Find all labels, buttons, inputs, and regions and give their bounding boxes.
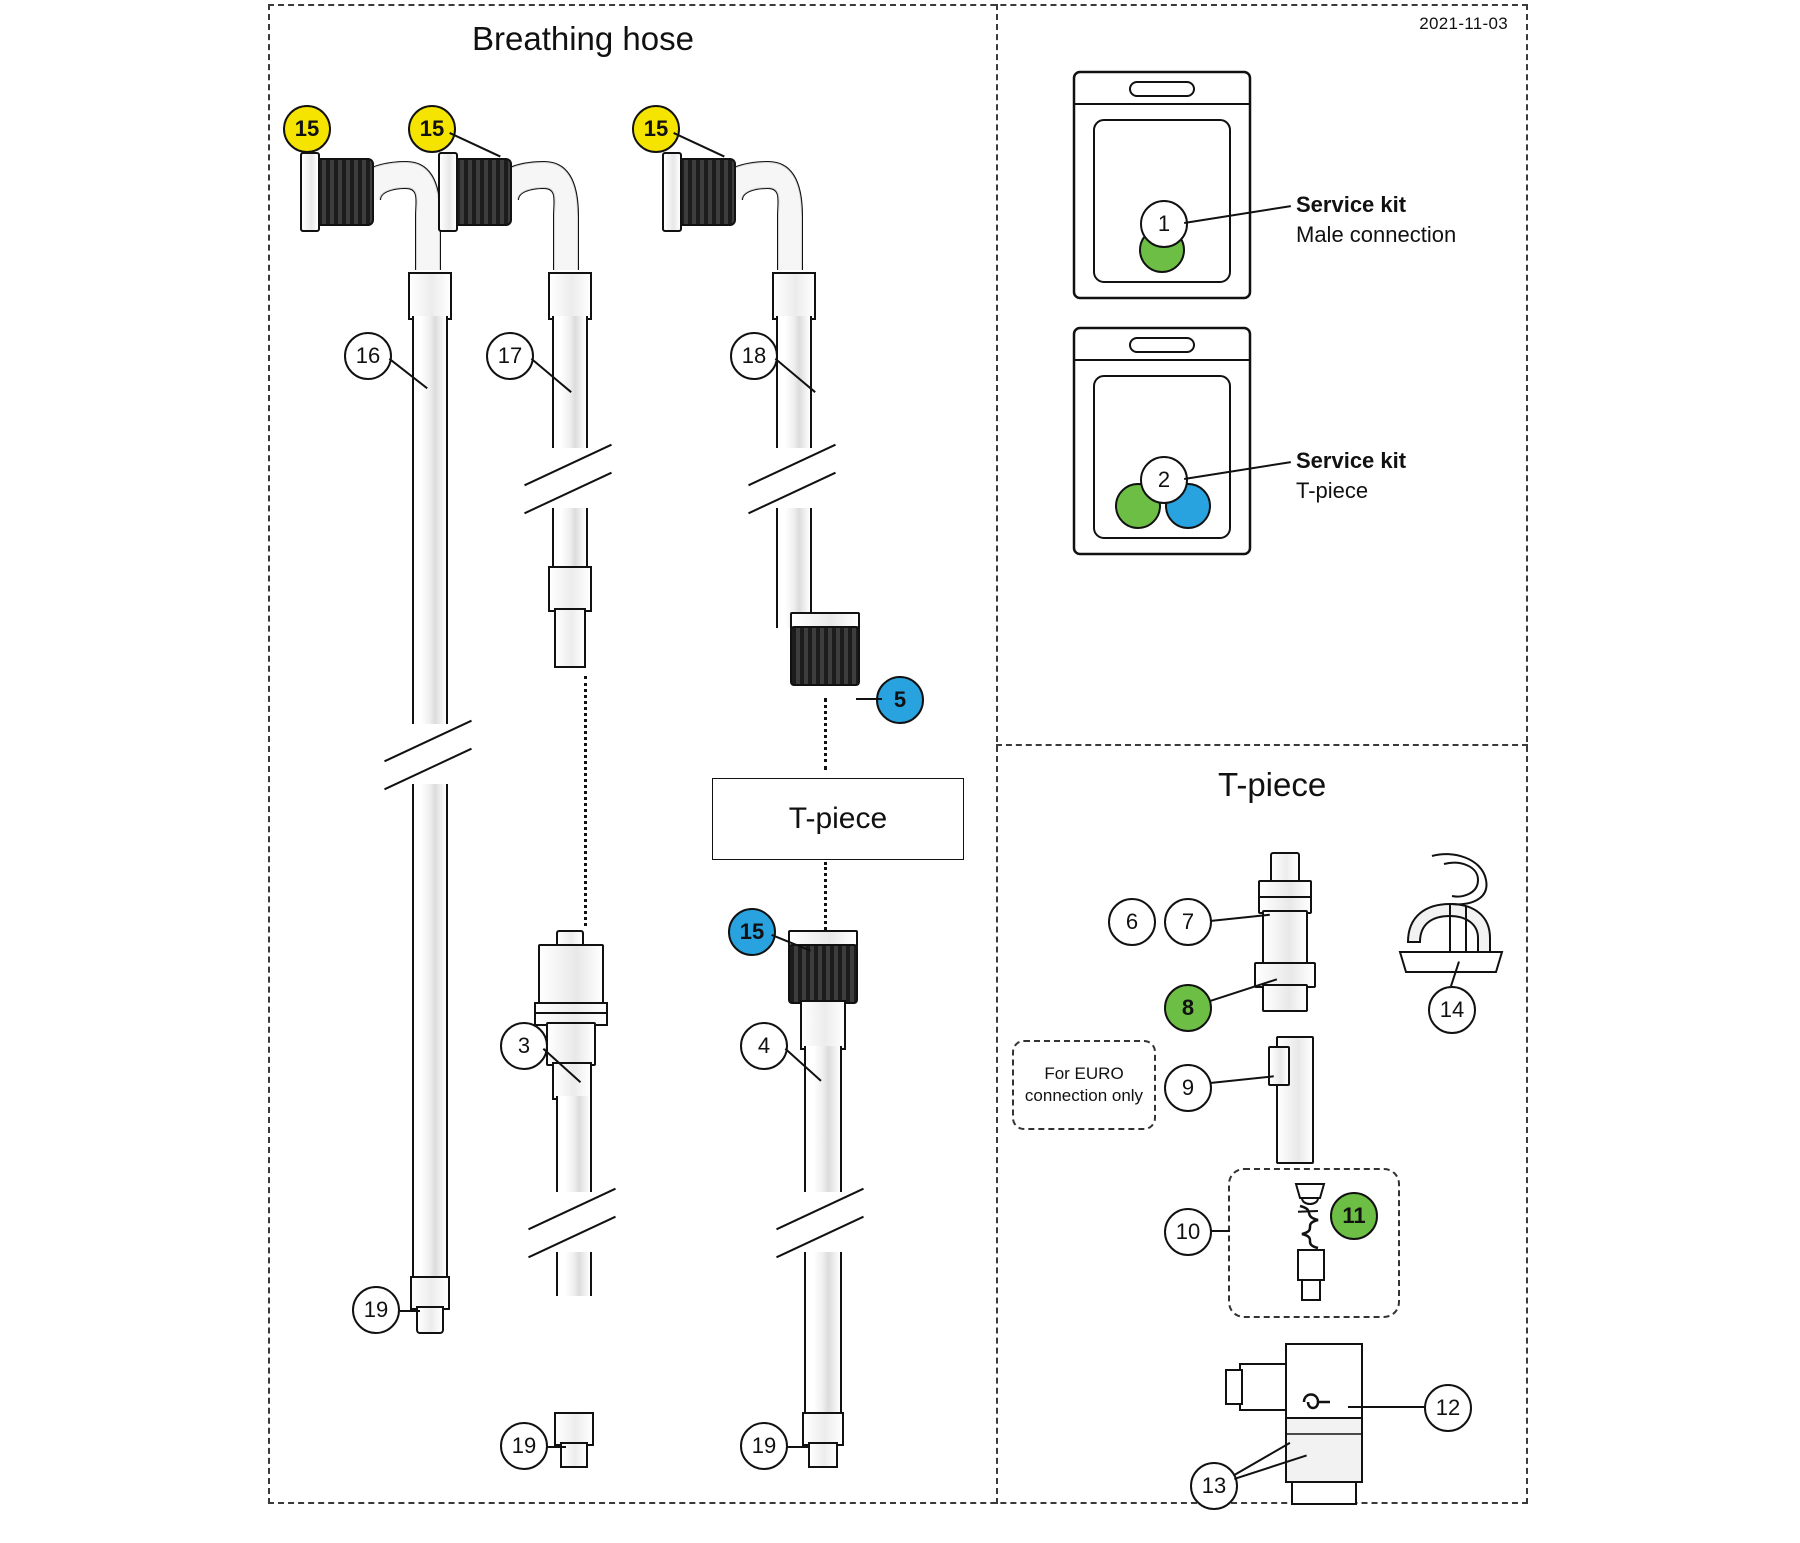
- hose4-break: [788, 1192, 854, 1252]
- callout-1[interactable]: 1: [1140, 200, 1188, 248]
- insert-9-tab: [1268, 1046, 1290, 1086]
- hose-ferrule-17-mid: [548, 566, 592, 612]
- cap-nut-5: [790, 626, 860, 686]
- callout-6[interactable]: 6: [1108, 898, 1156, 946]
- hose-end-tip-16: [416, 1306, 444, 1334]
- hose-ferrule-17: [548, 272, 592, 320]
- service-kit-2-subtitle: T-piece: [1296, 478, 1369, 503]
- leader-19a: [400, 1310, 420, 1312]
- hose-nut-collar-16: [300, 152, 320, 232]
- euro-connection-note: For EURO connection only: [1012, 1040, 1156, 1130]
- hose-break-18: [760, 448, 824, 508]
- callout-5[interactable]: 5: [876, 676, 924, 724]
- hose-break-17: [536, 448, 600, 508]
- service-kit-1-label: [1296, 190, 1456, 250]
- callout-7[interactable]: 7: [1164, 898, 1212, 946]
- tpiece-clip-14: [1386, 846, 1516, 986]
- leader-19b: [546, 1446, 566, 1448]
- callout-12[interactable]: 12: [1424, 1384, 1472, 1432]
- hose4-ferrule: [800, 1000, 846, 1050]
- coupler-end-ferrule-3: [554, 1412, 594, 1446]
- leader-12: [1348, 1406, 1426, 1408]
- service-kit-1-bag: [1072, 70, 1252, 305]
- callout-15-hose4[interactable]: 15: [728, 908, 776, 956]
- callout-15-hose17[interactable]: 15: [408, 105, 456, 153]
- callout-18[interactable]: 18: [730, 332, 778, 380]
- service-kit-2-title: Service kit: [1296, 448, 1407, 473]
- horizontal-divider: [996, 744, 1528, 746]
- hose-nut-collar-18: [662, 152, 682, 232]
- hose4-end-tip: [808, 1442, 838, 1468]
- coupler-body-3: [538, 944, 604, 1006]
- vertical-divider: [996, 4, 998, 1504]
- callout-19-c[interactable]: 19: [740, 1422, 788, 1470]
- nipple-base: [1262, 984, 1308, 1012]
- hose4-end-ferrule: [802, 1412, 844, 1446]
- service-kit-1-subtitle: Male connection: [1296, 222, 1457, 247]
- callout-2[interactable]: 2: [1140, 456, 1188, 504]
- callout-17[interactable]: 17: [486, 332, 534, 380]
- leader-10: [1210, 1230, 1230, 1232]
- date-label: 2021-11-03: [1419, 14, 1508, 33]
- dotted-connector-17-3: [584, 676, 587, 926]
- callout-13[interactable]: 13: [1190, 1462, 1238, 1510]
- callout-4[interactable]: 4: [740, 1022, 788, 1070]
- callout-8[interactable]: 8: [1164, 984, 1212, 1032]
- hose-end-ferrule-16: [410, 1276, 450, 1310]
- nipple-body: [1262, 910, 1308, 966]
- dotted-connector-18-tbox: [824, 698, 827, 770]
- hose-tube-17-upper: [552, 316, 588, 566]
- service-kit-1-title: Service kit: [1296, 192, 1407, 217]
- callout-10[interactable]: 10: [1164, 1208, 1212, 1256]
- callout-19-b[interactable]: 19: [500, 1422, 548, 1470]
- hose-stem-17: [554, 608, 586, 668]
- hose4-nut-15: [788, 944, 858, 1004]
- t-piece-label-box: T-piece: [712, 778, 964, 860]
- callout-3[interactable]: 3: [500, 1022, 548, 1070]
- leader-19c: [786, 1446, 808, 1448]
- callout-11[interactable]: 11: [1330, 1192, 1378, 1240]
- coupler-ferrule-3: [552, 1062, 592, 1100]
- callout-19-a[interactable]: 19: [352, 1286, 400, 1334]
- callout-14[interactable]: 14: [1428, 986, 1476, 1034]
- callout-9[interactable]: 9: [1164, 1064, 1212, 1112]
- coupler-break-3: [540, 1192, 604, 1252]
- section-title-breathing-hose: Breathing hose: [472, 20, 694, 57]
- hose-break-16: [396, 724, 460, 784]
- callout-15-hose18[interactable]: 15: [632, 105, 680, 153]
- hose-tube-16: [412, 316, 448, 1276]
- leader-5: [856, 698, 882, 700]
- tpiece-body-12-13: [1216, 1330, 1406, 1520]
- section-title-t-piece: T-piece: [1218, 766, 1327, 803]
- callout-16[interactable]: 16: [344, 332, 392, 380]
- dotted-connector-tbox-hose4: [824, 862, 827, 930]
- hose-ferrule-18: [772, 272, 816, 320]
- service-kit-2-bag: [1072, 326, 1252, 561]
- service-kit-2-label: [1296, 446, 1406, 506]
- hose-nut-collar-17: [438, 152, 458, 232]
- hose-ferrule-16: [408, 272, 452, 320]
- callout-15-hose16[interactable]: 15: [283, 105, 331, 153]
